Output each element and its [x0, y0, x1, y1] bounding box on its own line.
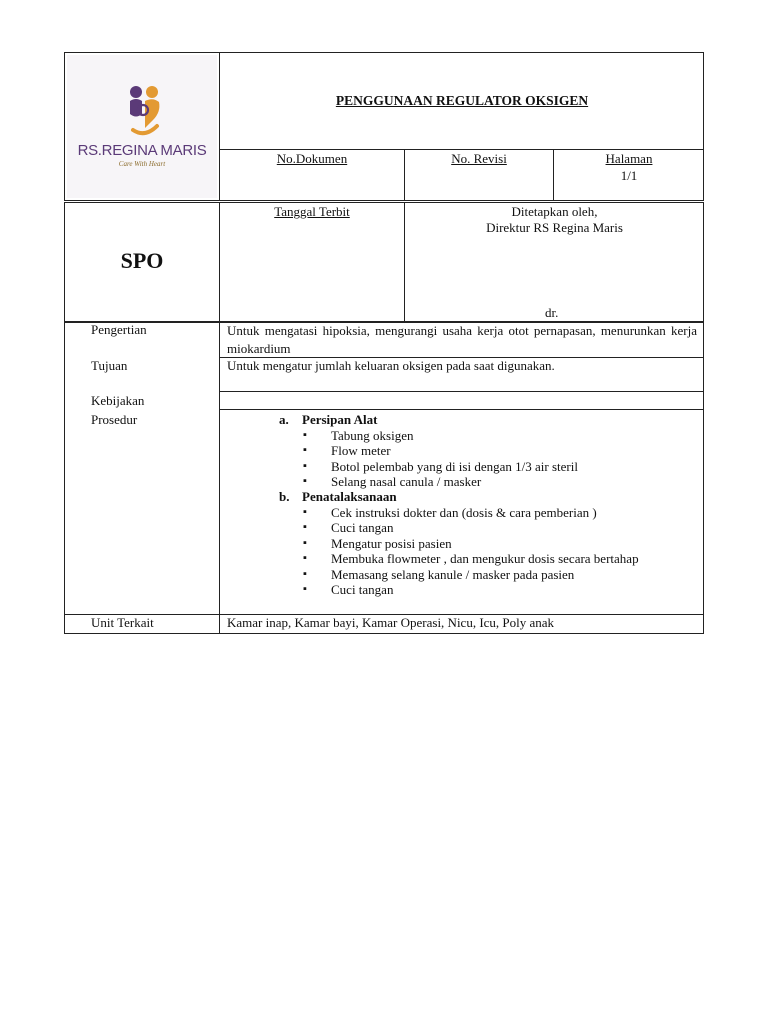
list-item: ▪ Tabung oksigen: [303, 428, 578, 443]
logo-tagline: Care With Heart: [118, 160, 166, 168]
tanggal-terbit-label: Tanggal Terbit: [274, 204, 350, 219]
ditetapkan-line2: Direktur RS Regina Maris: [486, 220, 623, 235]
logo-name: RS.REGINA MARIS: [77, 142, 207, 159]
prosedur-a-marker: a.: [279, 412, 289, 427]
spo-divider-1: [219, 202, 220, 322]
list-item: ▪ Memasang selang kanule / masker pada pasien: [303, 567, 639, 582]
prosedur-a-title: Persipan Alat: [302, 412, 378, 427]
list-item: ▪ Membuka flowmeter , dan mengukur dosis secara bertahap: [303, 551, 639, 566]
detail-col-divider: [219, 322, 220, 634]
tujuan-text: Untuk mengatur jumlah keluaran oksigen pada saat digunakan.: [227, 358, 555, 373]
prosedur-b-title: Penatalaksanaan: [302, 489, 397, 504]
prosedur-b-marker: b.: [279, 489, 290, 504]
no-dokumen-label: No.Dokumen: [276, 151, 348, 166]
list-item: ▪ Botol pelembab yang di isi dengan 1/3 air steril: [303, 459, 578, 474]
prosedur-b-list: [303, 505, 639, 597]
no-revisi-label: No. Revisi: [451, 151, 507, 166]
row-sep-3: [219, 409, 704, 410]
prosedur-a-list: [303, 428, 578, 490]
list-item: ▪ Cek instruksi dokter dan (dosis & cara pemberian ): [303, 505, 639, 520]
pengertian-label: Pengertian: [91, 322, 147, 337]
tujuan-label: Tujuan: [91, 358, 128, 373]
list-item: ▪ Mengatur posisi pasien: [303, 536, 639, 551]
unit-terkait-label: Unit Terkait: [91, 615, 154, 630]
spo-label: SPO: [120, 248, 164, 273]
list-item: ▪ Flow meter: [303, 443, 578, 458]
signature-dr: dr.: [545, 305, 559, 320]
kebijakan-label: Kebijakan: [91, 393, 145, 408]
halaman-value: 1/1: [620, 168, 638, 183]
list-item: ▪ Selang nasal canula / masker: [303, 474, 578, 489]
prosedur-label: Prosedur: [91, 412, 138, 427]
list-item: ▪ Cuci tangan: [303, 520, 639, 535]
document-title: PENGGUNAAN REGULATOR OKSIGEN: [335, 93, 589, 108]
header-divider: [219, 52, 220, 201]
logo-mark-icon: [125, 84, 165, 142]
ditetapkan-line1: Ditetapkan oleh,: [511, 204, 598, 219]
pengertian-text: Untuk mengatasi hipoksia, mengurangi usaha kerja otot pernapasan, menurunkan kerja miokardium: [227, 323, 697, 356]
halaman-label: Halaman: [605, 151, 653, 166]
doc-info-top-line: [219, 149, 704, 150]
unit-terkait-text: Kamar inap, Kamar bayi, Kamar Operasi, Nicu, Icu, Poly anak: [227, 615, 555, 630]
row-sep-2: [219, 391, 704, 392]
list-item: ▪ Cuci tangan: [303, 582, 639, 597]
